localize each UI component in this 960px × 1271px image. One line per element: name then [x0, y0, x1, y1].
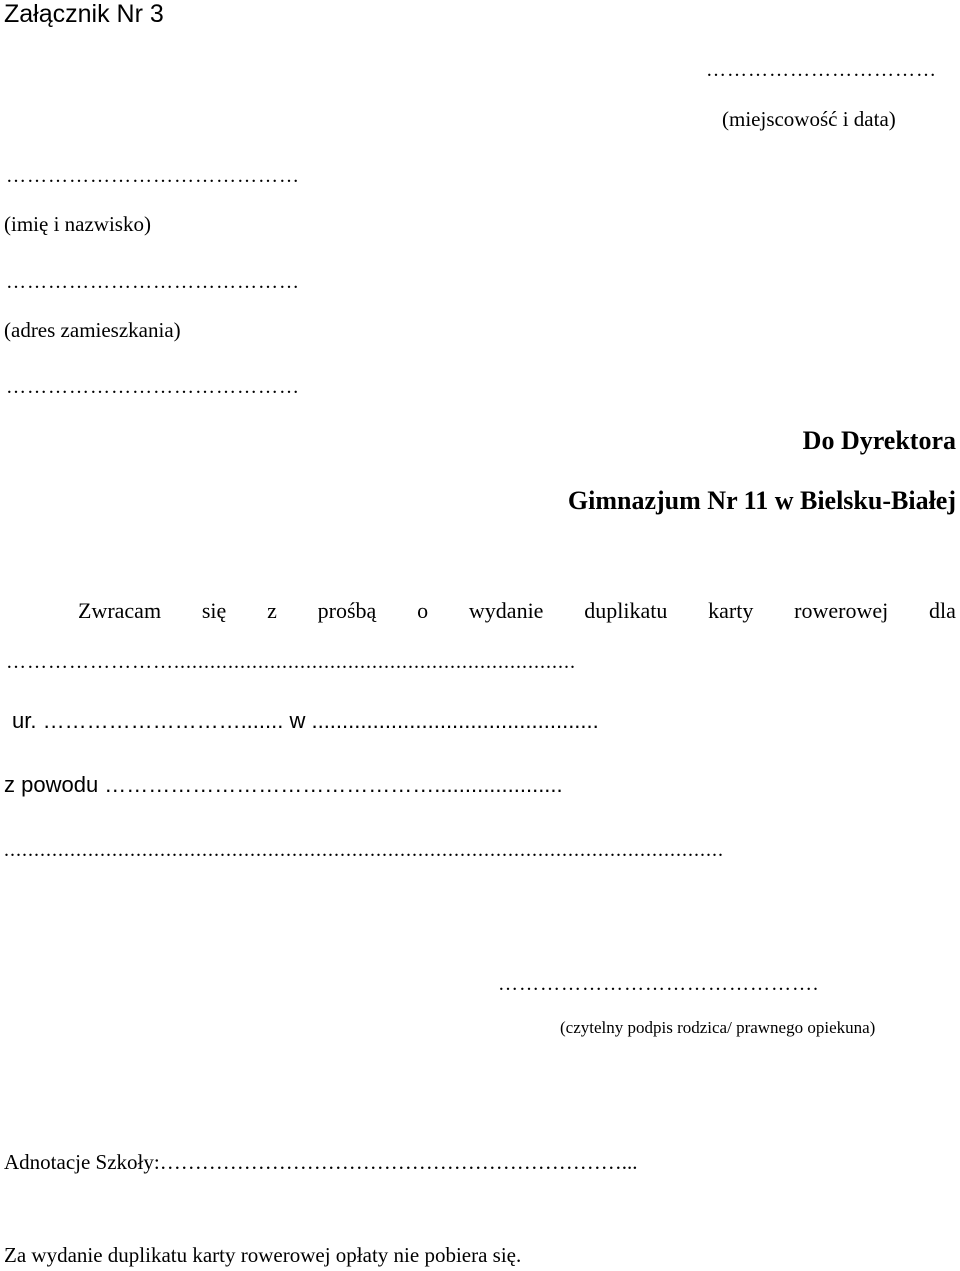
recipient-title: Do Dyrektora — [802, 426, 956, 455]
reason-line: z powodu ………………………………………..................... — [4, 772, 563, 797]
name-caption: (imię i nazwisko) — [4, 212, 151, 236]
recipient-school: Gimnazjum Nr 11 w Bielsku-Białej — [567, 486, 956, 515]
request-sentence — [78, 600, 956, 622]
name-field: …………………………………… — [6, 165, 300, 187]
request-word: się — [201, 598, 227, 623]
request-word: dla — [929, 598, 956, 623]
signature-caption: (czytelny podpis rodzica/ prawnego opiekuna) — [560, 1018, 876, 1037]
request-word: duplikatu — [584, 598, 668, 623]
request-word: o — [417, 598, 429, 623]
request-word: rowerowej — [794, 598, 889, 623]
student-name-field: ……………………................................................................... — [6, 651, 576, 673]
request-word: wydanie — [468, 598, 544, 623]
request-word: z — [267, 598, 277, 623]
address-extra-field: …………………………………… — [6, 376, 300, 398]
annex-label: Załącznik Nr 3 — [4, 0, 164, 28]
place-date-caption: (miejscowość i data) — [722, 107, 896, 131]
address-field: …………………………………… — [6, 271, 300, 293]
request-word: Zwracam — [78, 598, 162, 623]
footer-note: Za wydanie duplikatu karty rowerowej opłaty nie pobiera się. — [4, 1243, 522, 1267]
reason-continuation-field: ........................................................................................................................ — [4, 839, 724, 861]
school-notes-line: Adnotacje Szkoły:…………………………………………………………... — [4, 1150, 638, 1174]
place-date-field: …………………………… — [706, 59, 937, 81]
request-word: prośbą — [317, 598, 377, 623]
birth-line: ur. ………………………....... w ............................................... — [12, 708, 599, 733]
address-caption: (adres zamieszkania) — [4, 318, 181, 342]
request-word: karty — [708, 598, 754, 623]
signature-field: ………………………………………. — [498, 973, 819, 995]
